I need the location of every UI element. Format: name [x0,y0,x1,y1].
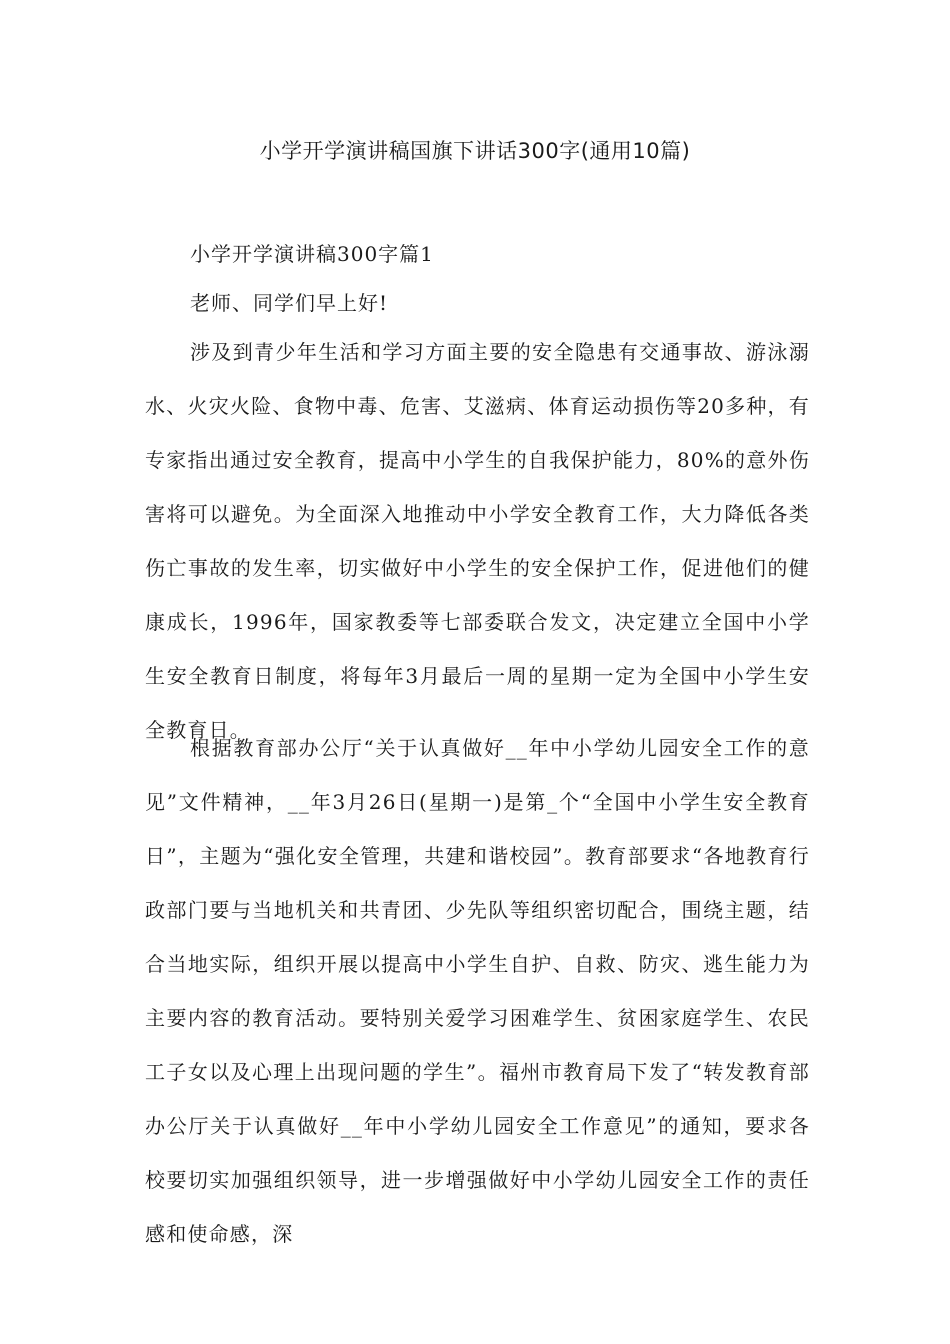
document-title: 小学开学演讲稿国旗下讲话300字(通用10篇) [259,139,691,163]
body-paragraph-2: 根据教育部办公厅“关于认真做好__年中小学幼儿园安全工作的意见”文件精神，__年3月26日(星期一)是第_个“全国中小学生安全教育日”，主题为“强化安全管理，共建和谐校园”。教育部要求“各地教育行政部门要与当地机关和共青团、少先队等组织密切配合，围绕主题，结合当地实际，组织开展以提高中小学生自护、自救、防灾、逃生能力为主要内容的教育活动。要特别关爱学习困难学生、贫困家庭学生、农民工子女以及心理上出现问题的学生”。福州市教育局下发了“转发教育部办公厅关于认真做好__年中小学幼儿园安全工作意见”的通知，要求各校要切实加强组织领导，进一步增强做好中小学幼儿园安全工作的责任感和使命感，深 [145,736,810,1246]
section-heading: 小学开学演讲稿300字篇1 [190,242,434,266]
greeting-line: 老师、同学们早上好! [190,291,389,315]
body-paragraph-1: 涉及到青少年生活和学习方面主要的安全隐患有交通事故、游泳溺水、火灾火险、食物中毒、危害、艾滋病、体育运动损伤等20多种，有专家指出通过安全教育，提高中小学生的自我保护能力，80%的意外伤害将可以避免。为全面深入地推动中小学安全教育工作，大力降低各类伤亡事故的发生率，切实做好中小学生的安全保护工作，促进他们的健康成长，1996年，国家教委等七部委联合发文，决定建立全国中小学生安全教育日制度，将每年3月最后一周的星期一定为全国中小学生安全教育日。 [145,340,810,742]
